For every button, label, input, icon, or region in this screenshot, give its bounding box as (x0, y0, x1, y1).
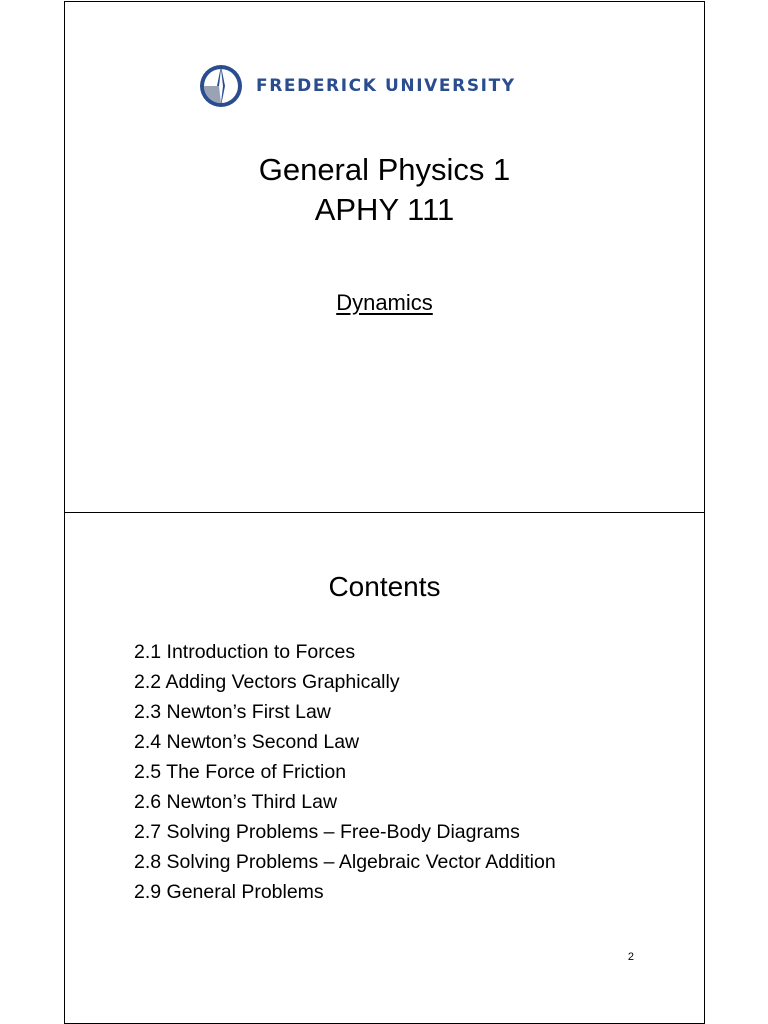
slide-title (65, 150, 704, 230)
course-name: General Physics 1 (258, 152, 511, 187)
contents-list (134, 637, 556, 907)
list-item: 2.6 Newton’s Third Law (134, 791, 338, 813)
list-item: 2.4 Newton’s Second Law (134, 731, 360, 753)
slide-subtitle (65, 290, 704, 316)
list-item: 2.9 General Problems (134, 881, 324, 903)
contents-heading: Contents (328, 571, 441, 602)
list-item: 2.3 Newton’s First Law (134, 701, 331, 723)
page-number: 2 (627, 951, 634, 963)
course-code: APHY 111 (314, 192, 455, 227)
topic-title: Dynamics (336, 290, 433, 315)
list-item: 2.1 Introduction to Forces (134, 641, 356, 663)
contents-slide (64, 512, 705, 1024)
list-item: 2.5 The Force of Friction (134, 761, 347, 783)
title-slide (64, 1, 705, 513)
list-item: 2.2 Adding Vectors Graphically (134, 671, 400, 693)
university-name: FREDERICK UNIVERSITY (256, 76, 516, 96)
list-item: 2.7 Solving Problems – Free-Body Diagrams (134, 821, 520, 843)
list-item: 2.8 Solving Problems – Algebraic Vector Addition (134, 851, 556, 873)
university-seal-icon (198, 63, 244, 109)
university-logo (198, 60, 516, 112)
